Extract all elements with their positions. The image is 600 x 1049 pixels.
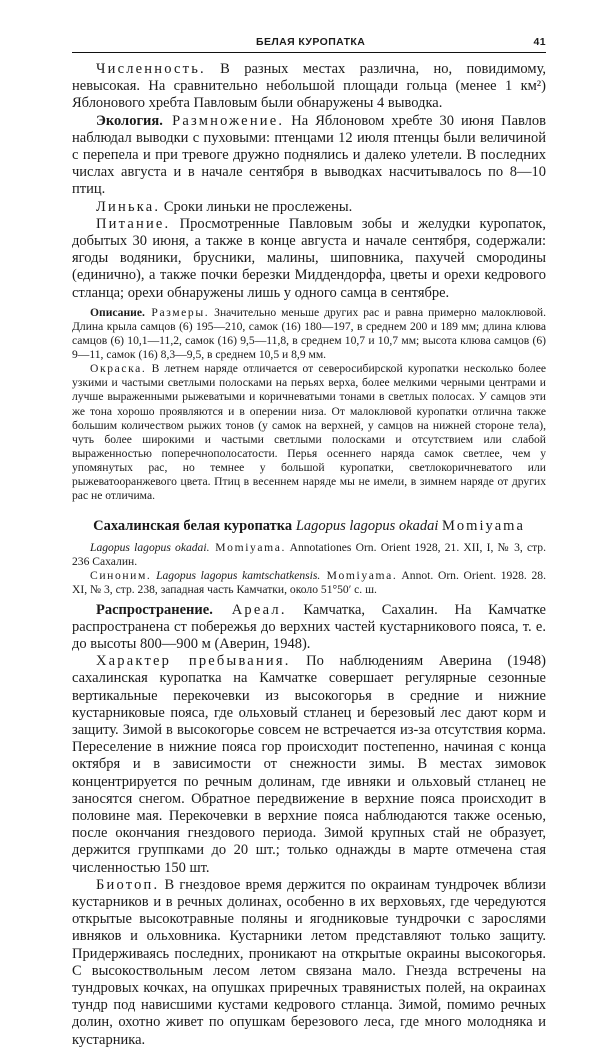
header-rule bbox=[72, 52, 546, 53]
synonymy-entry-2 bbox=[72, 569, 546, 597]
synonymy-entry-1 bbox=[72, 541, 546, 569]
page-number: 41 bbox=[533, 36, 546, 48]
lead-word: Характер пребывания. bbox=[96, 653, 291, 670]
page-body bbox=[72, 61, 546, 1049]
paragraph-text: В разных местах различна, но, повидимому, невысокая. На сравнительно небольшой площади гольца (менее 1 км²) Яблонового хребта Павловым были обнаружены 4 выводка. bbox=[72, 61, 546, 112]
taxon-name: Lagopus lagopus okadai. bbox=[90, 541, 210, 555]
section-heading bbox=[72, 517, 546, 535]
running-header bbox=[72, 36, 546, 52]
lead-word: Численность. bbox=[96, 61, 206, 77]
paragraph-food bbox=[72, 216, 546, 302]
section-label: Распространение. bbox=[96, 601, 213, 618]
paragraph-text: Сроки линьки не прослежены. bbox=[160, 198, 353, 215]
section-latin-name: Lagopus lagopus okadai bbox=[295, 518, 439, 535]
lead-word: Окраска. bbox=[90, 362, 147, 376]
lead-word: Питание. bbox=[96, 215, 171, 232]
paragraph-text: В гнездовое время держится по окраинам тундрочек вблизи кустарников и в речных долинах, особенно в их верховьях, где чередуются открытые высокотравные поляны и ягодниковые тундрочки с зарослями ивняков и ольховника. Кустарники летом представляют только защиту. Придерживаясь последних, проникают на открытые окраины высокогорья. С высокоствольным лесом летом связана мало. Гнезда встречены на тундровых кочках, на опушках приречных травянистых полей, на окраинах тундр под нависшими кустами кедрового стланца. Зимой, помимо речных долин, охотно живет по опушкам березового леса, где много молодняка и кустарника. bbox=[72, 876, 546, 1048]
section-label: Экология. bbox=[96, 112, 163, 129]
paragraph-description-sizes bbox=[72, 306, 546, 362]
taxon-name: Lagopus lagopus kamtschatkensis. bbox=[151, 569, 321, 583]
synonym-label: Синоним. bbox=[90, 569, 152, 583]
paragraph-habitat bbox=[72, 877, 546, 1049]
section-label: Описание. bbox=[90, 305, 145, 319]
paragraph-text: По наблюдениям Аверина (1948) сахалинская куропатка на Камчатке совершает регулярные сезонные вертикальные перекочевки из высокогорья в средние и нижние кустарниковые пояса, где ольховый стланец и березовый лес дают корм и защиту. Зимой в высокогорье совсем не встречается из-за отсутствия корма. Переселение в нижние пояса гор происходит постепенно, начиная с конца октября и в зависимости от снежности зимы. В местах зимовок концентрируется по речным долинам, где ивняки и ольховый стланец не заносятся снегом. Обратное передвижение в верхние пояса происходит в половине мая. Перекочевки в верхние пояса наблюдаются также осенью, после окончания гнездового периода. Зимой крупных стай не образует, держится группками до 20 шт.; только однажды в марте отмечена стая численностью 150 шт. bbox=[72, 653, 546, 876]
citation-text: Annotationes Orn. Orient 1928, 21. XII, I, № 3, стр. 236 Сахалин. bbox=[72, 541, 547, 569]
lead-word: Линька. bbox=[96, 198, 161, 215]
paragraph-coloration bbox=[72, 362, 546, 503]
section-title: Сахалинская белая куропатка bbox=[93, 518, 293, 535]
lead-word: Размножение. bbox=[162, 112, 285, 129]
taxon-author: Momiyama. bbox=[209, 541, 287, 555]
paragraph-residency bbox=[72, 653, 546, 877]
lead-word: Ареал. bbox=[212, 601, 287, 618]
lead-word: Биотоп. bbox=[96, 876, 160, 893]
paragraph-abundance bbox=[72, 61, 546, 113]
taxon-author: Momiyama. bbox=[320, 569, 398, 583]
paragraph-moult bbox=[72, 199, 546, 216]
citation-text: Annot. Orn. Orient. 1928. 28. XI, № 3, стр. 238, западная часть Камчатки, около 51°50′ с. ш. bbox=[72, 569, 546, 597]
paragraph-ecology-breeding bbox=[72, 113, 546, 199]
paragraph-distribution bbox=[72, 602, 546, 654]
lead-word: Размеры. bbox=[144, 305, 210, 319]
paragraph-text: На Яблоновом хребте 30 июня Павлов наблюдал выводки с пуховыми: птенцами 12 июля птенцы были величиной с перепела и при тревоге дружно поднялись и далеко улетели. В последних числах августа и в начале сентября в выводках насчитывалось по 8—10 птиц. bbox=[72, 112, 546, 198]
running-title: БЕЛАЯ КУРОПАТКА bbox=[256, 36, 366, 48]
paragraph-text: В летнем наряде отличается от северосибирской куропатки несколько более узкими и частыми светлыми полосками на перьях верха, более мелкими черными центрами и лучше выраженными рыжеватыми и коричневатыми тонами в светлых полосах. У самцов эти же тона хорошо проявляются и в оперении низа. От малоклювой куропатки отлична также большим количеством рыжих тонов (у самок на верхней, у самцов на нижней стороне тела), чуть более широкими и частыми светлыми полосками и отсутствием или слабой выраженностью поперечнополосатости. Перья осеннего наряда самок светлее, чем у упомянутых рас, но темнее у большой куропатки, светлокоричневатого или рыжеватооранжевого цвета. Птиц в весеннем наряде мы не имели, в зимнем наряде от других рас не отличима. bbox=[72, 362, 546, 503]
section-author: Momiyama bbox=[442, 518, 525, 535]
paragraph-text: Просмотренные Павловым зобы и желудки куропаток, добытых 30 июня, а также в конце августа и начале сентября, содержали: ягоды водяники, брусники, малины, шиповника, пахучей смородины (единично), а также почки березки Миддендорфа, цветы и орехи кедрового стланца; орехи обнаружены лишь у одного самца в сентябре. bbox=[72, 215, 546, 301]
paragraph-text: Камчатка, Сахалин. На Камчатке распространена ст побережья до верхних частей кустарникового пояса, т. е. до высоты 800—900 м (Аверин, 1948). bbox=[72, 601, 546, 652]
paragraph-text: Значительно меньше других рас и равна примерно малоклювой. Длина крыла самцов (6) 195—210, самок (16) 180—197, в среднем 200 и 189 мм; длина клюва самцов (6) 10,1—11,2, самок (16) 9,5—11,8, в среднем 10,7 и 10,7 мм; высота клюва самцов (6) 9—11, самок (16) 8,3—9,5, в среднем 10,5 и 8,9 мм. bbox=[72, 305, 547, 362]
